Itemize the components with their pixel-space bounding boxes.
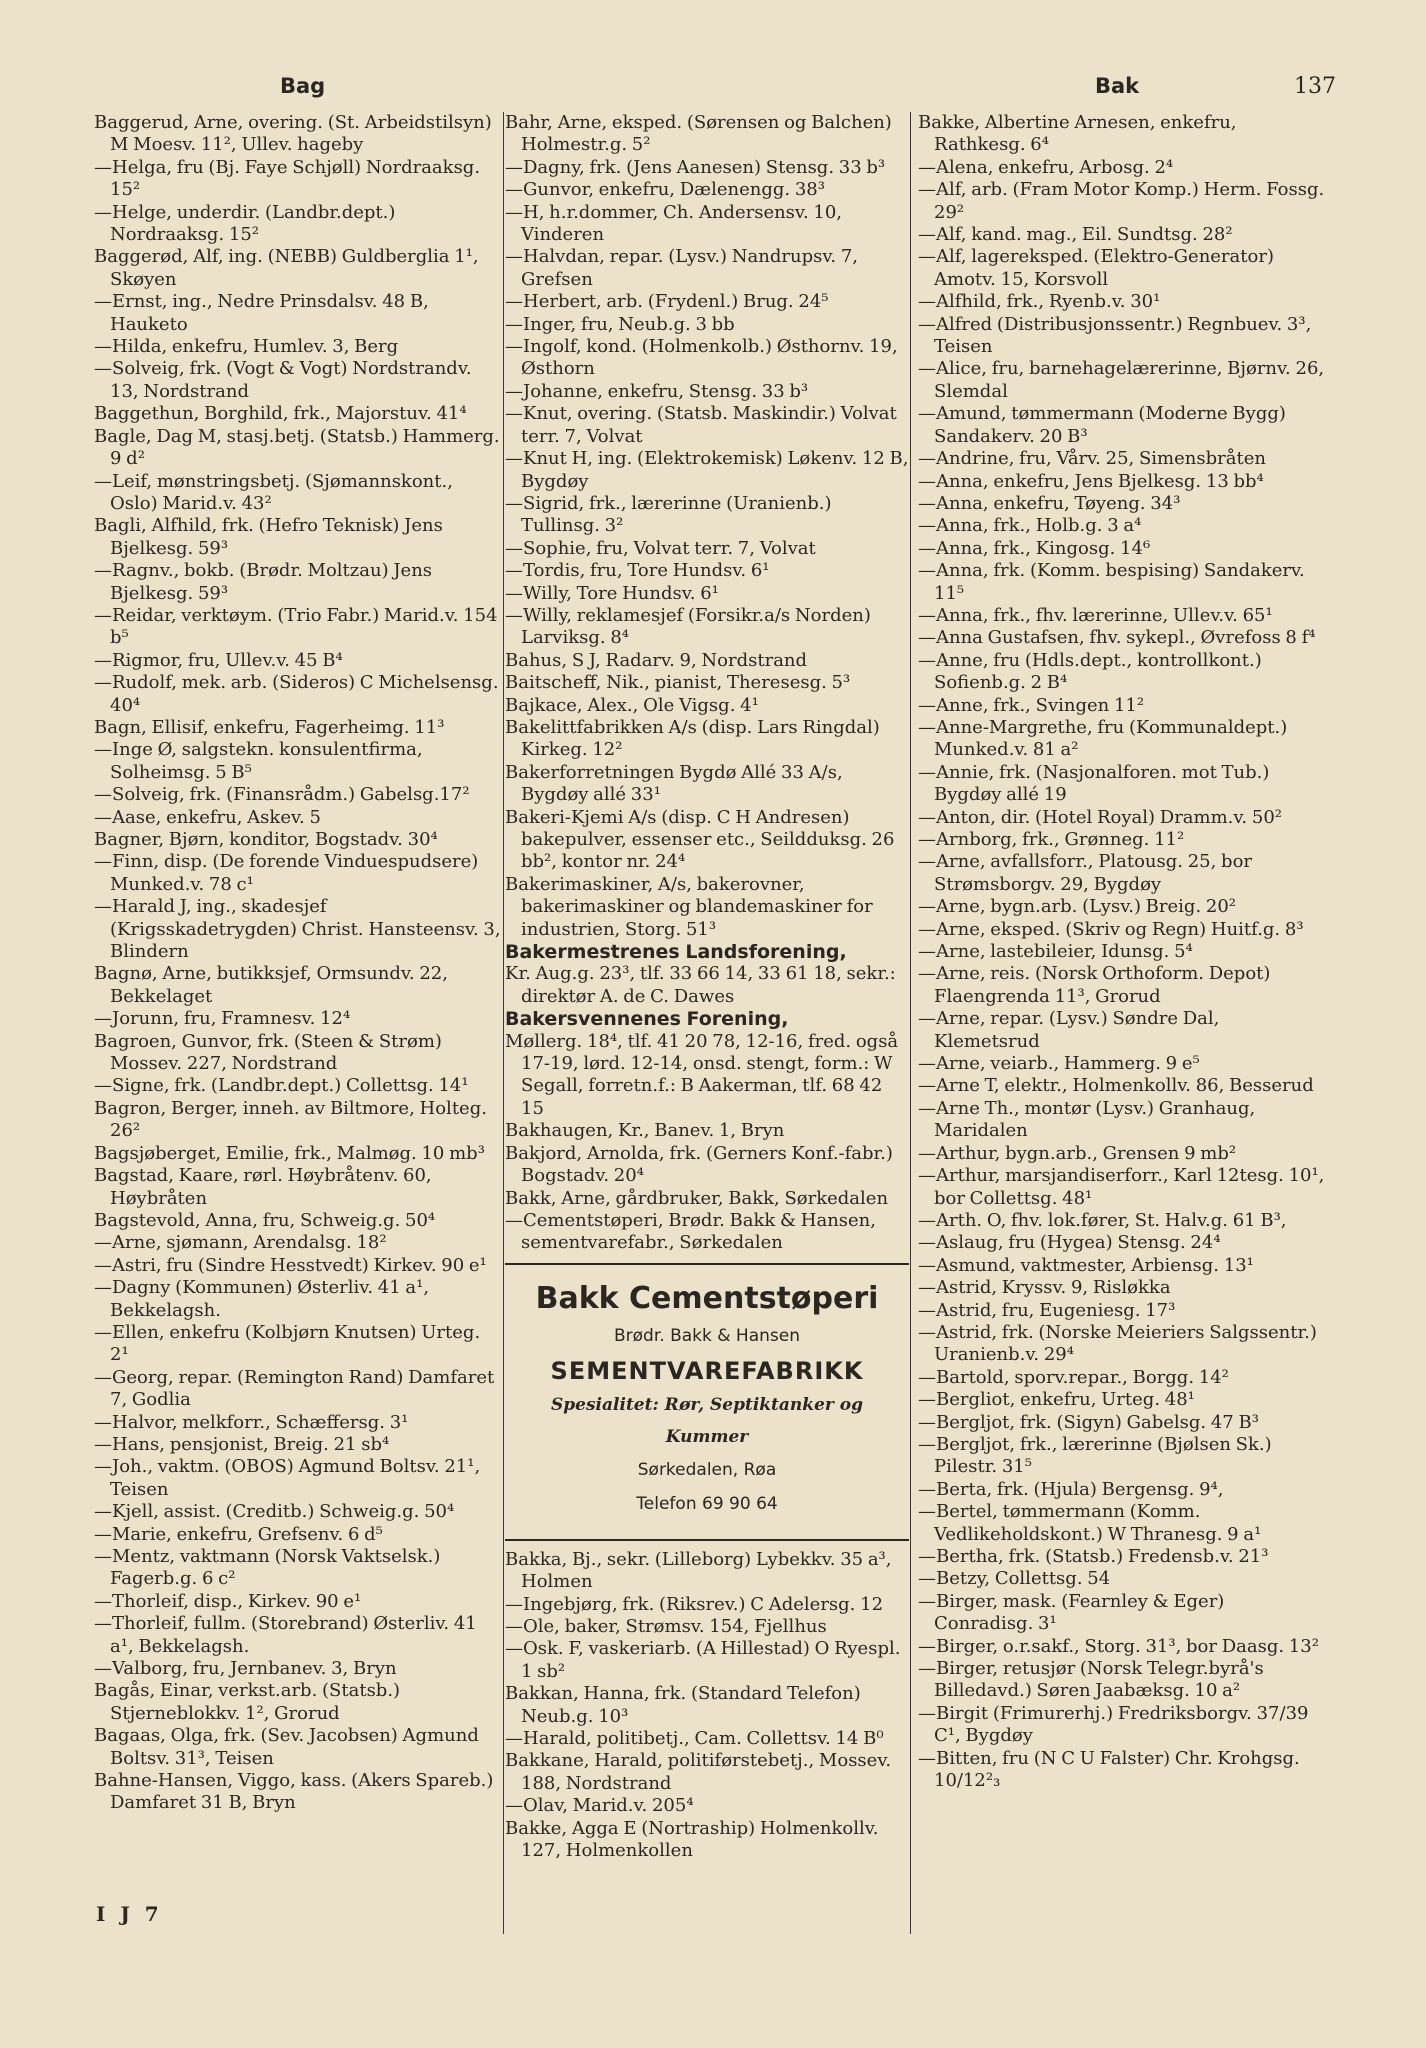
- directory-entry: —Bergliot, enkefru, Urteg. 48¹: [918, 1389, 1195, 1411]
- directory-entry: Bakeri-Kjemi A/s (disp. C H Andresen) bakepulver, essenser etc., Seildduksg. 26 bb², kontor nr. 24⁴: [505, 806, 895, 873]
- directory-entry: Bakhaugen, Kr., Banev. 1, Bryn: [505, 1120, 785, 1142]
- ad-product: SEMENTVAREFABRIKK: [550, 1356, 864, 1385]
- directory-entry: Bagsjøberget, Emilie, frk., Malmøg. 10 mb³: [94, 1142, 485, 1164]
- directory-entry: Bagroen, Gunvor, frk. (Steen & Strøm) Mossev. 227, Nordstrand: [94, 1030, 442, 1075]
- directory-entry: Bagstad, Kaare, rørl. Høybråtenv. 60, Høybråten: [94, 1165, 432, 1209]
- directory-entry: Møllerg. 18⁴, tlf. 41 20 78, 12-16, fred. også 17-19, lørd. 12-14, onsd. stengt, form.: W Segall, forretn.f.: B Aakerman, tlf. 68 42 15: [505, 1030, 899, 1119]
- directory-entry: —Herbert, arb. (Frydenl.) Brug. 24⁵: [505, 291, 829, 313]
- directory-entry: —Mentz, vaktmann (Norsk Vaktselsk.) Fagerb.g. 6 c²: [94, 1546, 441, 1590]
- directory-entry: Bagle, Dag M, stasj.betj. (Statsb.) Hammerg. 9 d²: [94, 425, 500, 470]
- directory-entry: —Arne, veiarb., Hammerg. 9 e⁵: [918, 1053, 1200, 1075]
- directory-entry: Bagås, Einar, verkst.arb. (Statsb.) Stjerneblokkv. 1², Grorud: [94, 1680, 401, 1724]
- ad-place: Sørkedalen, Røa: [637, 1459, 777, 1480]
- column-2: [505, 112, 909, 1862]
- directory-entry: —Alena, enkefru, Arbosg. 2⁴: [918, 156, 1174, 178]
- footer-mark: I J 7: [96, 1902, 163, 1926]
- column-3: [918, 112, 1328, 1792]
- directory-entry: —Inger, fru, Neub.g. 3 bb: [505, 313, 735, 335]
- directory-entry: —Willy, Tore Hundsv. 6¹: [505, 582, 719, 604]
- directory-entry: —Dagny (Kommunen) Østerliv. 41 a¹, Bekkelagsh.: [94, 1277, 430, 1321]
- running-head-right: Bak: [1095, 74, 1140, 98]
- directory-entry: Bakkane, Harald, politiførstebetj., Mossev. 188, Nordstrand: [505, 1750, 892, 1794]
- directory-entry: —Birger, mask. (Fearnley & Eger) Conradisg. 3¹: [918, 1590, 1225, 1635]
- directory-entry: —Annie, frk. (Nasjonalforen. mot Tub.) Bygdøy allé 19: [918, 761, 1270, 806]
- directory-entry: —Jorunn, fru, Framnesv. 12⁴: [94, 1008, 351, 1030]
- directory-entry: —Birger, o.r.sakf., Storg. 31³, bor Daasg. 13²: [918, 1635, 1319, 1657]
- directory-entry: —Arne, reis. (Norsk Orthoform. Depot) Flaengrenda 11³, Grorud: [918, 963, 1271, 1007]
- directory-entry: —Signe, frk. (Landbr.dept.) Collettsg. 14¹: [94, 1075, 469, 1097]
- directory-entry: —Aslaug, fru (Hygea) Stensg. 24⁴: [918, 1232, 1221, 1254]
- directory-entry: —Willy, reklamesjef (Forsikr.a/s Norden) Larviksg. 8⁴: [505, 604, 871, 649]
- directory-entry: Bahus, S J, Radarv. 9, Nordstrand: [505, 649, 808, 671]
- directory-entry: —Bertha, frk. (Statsb.) Fredensb.v. 21³: [918, 1546, 1269, 1567]
- directory-entry: —Knut H, ing. (Elektrokemisk) Løkenv. 12 B, Bygdøy: [505, 448, 909, 492]
- directory-entry: —Anna, frk. (Komm. bespising) Sandakerv. 11⁵: [918, 560, 1305, 604]
- directory-entry: —Thorleif, fullm. (Storebrand) Østerliv. 41 a¹, Bekkelagsh.: [94, 1613, 477, 1657]
- directory-entry: —Alf, arb. (Fram Motor Komp.) Herm. Fossg. 29²: [918, 179, 1325, 223]
- directory-entry: —Rigmor, fru, Ullev.v. 45 B⁴: [94, 649, 343, 671]
- directory-entry: Bagnø, Arne, butikksjef, Ormsundv. 22, Bekkelaget: [94, 963, 448, 1007]
- directory-entry: —Arthur, bygn.arb., Grensen 9 mb²: [918, 1142, 1237, 1164]
- directory-entry: Bagron, Berger, inneh. av Biltmore, Holteg. 26²: [94, 1097, 487, 1142]
- ad-owners: Brødr. Bakk & Hansen: [614, 1325, 800, 1346]
- directory-entry: —Arne, lastebileier, Idunsg. 5⁴: [918, 941, 1193, 963]
- directory-entry: Bakerimaskiner, A/s, bakerovner, bakerimaskiner og blandemaskiner for industrien, Storg. 51³: [505, 873, 873, 940]
- directory-entry: Bakerforretningen Bygdø Allé 33 A/s, Bygdøy allé 33¹: [505, 761, 843, 806]
- directory-entry: —Birger, retusjør (Norsk Telegr.byrå's Billedavd.) Søren Jaabæksg. 10 a²: [918, 1658, 1264, 1702]
- section-heading: Bakersvennenes Forening,: [505, 1008, 789, 1031]
- directory-entry: —Ellen, enkefru (Kolbjørn Knutsen) Urteg. 2¹: [94, 1321, 481, 1366]
- directory-entry: Kr. Aug.g. 23³, tlf. 33 66 14, 33 61 18, sekr.: direktør A. de C. Dawes: [505, 963, 896, 1007]
- directory-entry: —Hilda, enkefru, Humlev. 3, Berg: [94, 336, 399, 358]
- directory-entry: —Arne, eksped. (Skriv og Regn) Huitf.g. 8³: [918, 918, 1304, 940]
- directory-entry: —Ragnv., bokb. (Brødr. Moltzau) Jens Bjelkesg. 59³: [94, 560, 433, 604]
- directory-entry: Baggethun, Borghild, frk., Majorstuv. 41⁴: [94, 403, 467, 425]
- directory-entry: —Kjell, assist. (Creditb.) Schweig.g. 50⁴: [94, 1501, 455, 1523]
- directory-entry: —Amund, tømmermann (Moderne Bygg) Sandakerv. 20 B³: [918, 403, 1286, 447]
- directory-entry: Bagaas, Olga, frk. (Sev. Jacobsen) Agmund Boltsv. 31³, Teisen: [94, 1725, 479, 1769]
- column-2-entries-top: [505, 112, 909, 1255]
- directory-entry: —Bitten, fru (N C U Falster) Chr. Krohgsg. 10/12²₃: [918, 1747, 1300, 1792]
- directory-entry: —Tordis, fru, Tore Hundsv. 6¹: [505, 560, 770, 582]
- directory-entry: —Berta, frk. (Hjula) Bergensg. 9⁴,: [918, 1478, 1224, 1500]
- directory-entry: —Rudolf, mek. arb. (Sideros) C Michelsensg. 40⁴: [94, 672, 499, 716]
- directory-entry: —Cementstøperi, Brødr. Bakk & Hansen, sementvarefabr., Sørkedalen: [505, 1209, 876, 1254]
- directory-entry: Baitscheff, Nik., pianist, Theresesg. 5³: [505, 672, 851, 694]
- directory-entry: Baggerud, Arne, overing. (St. Arbeidstilsyn) M Moesv. 11², Ullev. hageby: [94, 112, 492, 156]
- directory-entry: —Georg, repar. (Remington Rand) Damfaret 7, Godlia: [94, 1366, 495, 1411]
- directory-entry: —Bertel, tømmermann (Komm. Vedlikeholdskont.) W Thranesg. 9 a¹: [918, 1501, 1262, 1545]
- directory-entry: Bakke, Agga E (Nortraship) Holmenkollv. 127, Holmenkollen: [505, 1817, 879, 1861]
- directory-entry: Bakkan, Hanna, frk. (Standard Telefon) Neub.g. 10³: [505, 1683, 861, 1727]
- directory-entry: —Finn, disp. (De forende Vinduespudsere) Munked.v. 78 c¹: [94, 851, 479, 895]
- directory-entry: —Helga, fru (Bj. Faye Schjøll) Nordraaksg. 15²: [94, 156, 481, 201]
- directory-entry: —Arth. O, fhv. lok.fører, St. Halv.g. 61 B³,: [918, 1209, 1287, 1231]
- ad-title: Bakk Cementstøperi: [535, 1280, 879, 1316]
- directory-entry: —Arne, sjømann, Arendalsg. 18²: [94, 1232, 387, 1254]
- column-1: [94, 112, 502, 1815]
- ad-phone: Telefon 69 90 64: [636, 1493, 778, 1514]
- directory-entry: —Ingebjørg, frk. (Riksrev.) C Adelersg. 12: [505, 1593, 884, 1615]
- directory-entry: Bakjord, Arnolda, frk. (Gerners Konf.-fabr.) Bogstadv. 20⁴: [505, 1142, 893, 1187]
- directory-entry: —Anna Gustafsen, fhv. sykepl., Øvrefoss 8 f⁴: [918, 627, 1316, 649]
- directory-entry: —Solveig, frk. (Vogt & Vogt) Nordstrandv. 13, Nordstrand: [94, 358, 472, 402]
- directory-entry: —Bergljot, frk. (Sigyn) Gabelsg. 47 B³: [918, 1411, 1259, 1433]
- directory-entry: —Alf, kand. mag., Eil. Sundtsg. 28²: [918, 224, 1233, 246]
- directory-entry: —Sigrid, frk., lærerinne (Uranienb.) Tullinsg. 3²: [505, 492, 832, 537]
- directory-entry: —Dagny, frk. (Jens Aanesen) Stensg. 33 b³: [505, 156, 886, 178]
- directory-entry: Bagner, Bjørn, konditor, Bogstadv. 30⁴: [94, 829, 438, 850]
- directory-entry: —Arne, repar. (Lysv.) Søndre Dal, Klemetsrud: [918, 1008, 1220, 1052]
- directory-entry: Bagli, Alfhild, frk. (Hefro Teknisk) Jens Bjelkesg. 59³: [94, 515, 443, 559]
- directory-entry: —Thorleif, disp., Kirkev. 90 e¹: [94, 1590, 362, 1612]
- column-rule: [910, 112, 911, 1934]
- directory-entry: —Gunvor, enkefru, Dælenengg. 38³: [505, 179, 825, 201]
- directory-entry: —Arnborg, frk., Grønneg. 11²: [918, 829, 1185, 850]
- directory-entry: —Helge, underdir. (Landbr.dept.) Nordraaksg. 15²: [94, 201, 396, 246]
- directory-entry: —Bartold, sporv.repar., Borgg. 14²: [918, 1366, 1229, 1388]
- directory-entry: —Osk. F, vaskeriarb. (A Hillestad) O Ryespl. 1 sb²: [505, 1638, 901, 1682]
- directory-entry: Bagn, Ellisif, enkefru, Fagerheimg. 11³: [94, 716, 445, 738]
- directory-entry: —Arne T, elektr., Holmenkollv. 86, Besserud: [918, 1075, 1314, 1097]
- directory-entry: —Arne, bygn.arb. (Lysv.) Breig. 20²: [918, 896, 1237, 918]
- directory-entry: —Leif, mønstringsbetj. (Sjømannskont., Oslo) Marid.v. 43²: [94, 470, 453, 514]
- advertisement-box: [505, 1263, 909, 1541]
- directory-entry: —Alf, lagereksped. (Elektro-Generator) Amotv. 15, Korsvoll: [918, 246, 1274, 290]
- directory-entry: —Knut, overing. (Statsb. Maskindir.) Volvat terr. 7, Volvat: [505, 403, 897, 447]
- directory-entry: Bakke, Albertine Arnesen, enkefru, Rathkesg. 6⁴: [918, 112, 1237, 156]
- directory-entry: —Astri, fru (Sindre Hesstvedt) Kirkev. 90 e¹: [94, 1254, 487, 1276]
- directory-entry: —Alfred (Distribusjonssentr.) Regnbuev. 3³, Teisen: [918, 313, 1312, 358]
- directory-entry: Bahr, Arne, eksped. (Sørensen og Balchen) Holmestr.g. 5²: [505, 112, 892, 156]
- ad-specialty: Spesialitet: Rør, Septiktanker og Kummer: [551, 1394, 863, 1447]
- directory-entry: —Anne, fru (Hdls.dept., kontrollkont.) Sofienb.g. 2 B⁴: [918, 649, 1262, 694]
- column-2-entries-bottom: [505, 1549, 909, 1863]
- directory-entry: Bakelittfabrikken A/s (disp. Lars Ringdal) Kirkeg. 12²: [505, 716, 880, 761]
- directory-entry: Baggerød, Alf, ing. (NEBB) Guldberglia 1¹, Skøyen: [94, 246, 479, 290]
- directory-entry: —Astrid, frk. (Norske Meieriers Salgssentr.) Uranienb.v. 29⁴: [918, 1321, 1317, 1366]
- directory-entry: —Olav, Marid.v. 205⁴: [505, 1795, 694, 1817]
- directory-entry: —Aase, enkefru, Askev. 5: [94, 806, 321, 828]
- directory-entry: —Arne Th., montør (Lysv.) Granhaug, Maridalen: [918, 1097, 1256, 1142]
- directory-entry: —H, h.r.dommer, Ch. Andersensv. 10, Vinderen: [505, 201, 843, 246]
- directory-entry: —Reidar, verktøym. (Trio Fabr.) Marid.v. 154 b⁵: [94, 604, 498, 649]
- directory-entry: —Anton, dir. (Hotel Royal) Dramm.v. 50²: [918, 806, 1282, 828]
- page-number: 137: [1294, 74, 1336, 99]
- directory-entry: —Anna, enkefru, Jens Bjelkesg. 13 bb⁴: [918, 470, 1264, 492]
- directory-entry: —Harald, politibetj., Cam. Collettsv. 14 B⁰: [505, 1727, 884, 1749]
- directory-entry: —Betzy, Collettsg. 54: [918, 1568, 1111, 1590]
- directory-entry: —Ole, baker, Strømsv. 154, Fjellhus: [505, 1615, 827, 1637]
- running-head-left: Bag: [280, 74, 326, 98]
- directory-entry: —Inge Ø, salgstekn. konsulentfirma, Solheimsg. 5 B⁵: [94, 739, 423, 783]
- directory-entry: —Anna, frk., Kingosg. 14⁶: [918, 537, 1151, 559]
- directory-entry: —Anna, frk., fhv. lærerinne, Ullev.v. 65¹: [918, 604, 1273, 626]
- directory-entry: —Ingolf, kond. (Holmenkolb.) Østhornv. 19, Østhorn: [505, 336, 898, 380]
- directory-entry: —Birgit (Frimurerhj.) Fredriksborgv. 37/39 C¹, Bygdøy: [918, 1702, 1309, 1747]
- directory-entry: —Ernst, ing., Nedre Prinsdalsv. 48 B, Hauketo: [94, 291, 429, 335]
- directory-entry: —Anne-Margrethe, fru (Kommunaldept.) Munked.v. 81 a²: [918, 716, 1288, 761]
- directory-entry: —Anna, frk., Holb.g. 3 a⁴: [918, 515, 1142, 537]
- directory-entry: —Valborg, fru, Jernbanev. 3, Bryn: [94, 1658, 397, 1680]
- directory-entry: —Astrid, Kryssv. 9, Risløkka: [918, 1277, 1171, 1299]
- directory-entry: —Halvdan, repar. (Lysv.) Nandrupsv. 7, Grefsen: [505, 246, 858, 290]
- directory-entry: Bakk, Arne, gårdbruker, Bakk, Sørkedalen: [505, 1187, 889, 1209]
- directory-entry: —Solveig, frk. (Finansrådm.) Gabelsg.17²: [94, 784, 470, 806]
- directory-entry: —Anna, enkefru, Tøyeng. 34³: [918, 492, 1181, 514]
- column-rule: [503, 112, 504, 1934]
- directory-entry: Bakka, Bj., sekr. (Lilleborg) Lybekkv. 35 a³, Holmen: [505, 1548, 892, 1593]
- directory-entry: Bajkace, Alex., Ole Vigsg. 4¹: [505, 694, 759, 716]
- directory-entry: —Sophie, fru, Volvat terr. 7, Volvat: [505, 537, 816, 559]
- directory-entry: Bahne-Hansen, Viggo, kass. (Akers Spareb.) Damfaret 31 B, Bryn: [94, 1770, 494, 1814]
- directory-entry: —Hans, pensjonist, Breig. 21 sb⁴: [94, 1433, 390, 1455]
- directory-entry: —Asmund, vaktmester, Arbiensg. 13¹: [918, 1254, 1254, 1276]
- directory-entry: —Arne, avfallsforr., Platousg. 25, bor Strømsborgv. 29, Bygdøy: [918, 851, 1253, 895]
- directory-entry: —Alfhild, frk., Ryenb.v. 30¹: [918, 291, 1161, 313]
- directory-entry: —Joh., vaktm. (OBOS) Agmund Boltsv. 21¹, Teisen: [94, 1456, 481, 1500]
- section-heading: Bakermestrenes Landsforening,: [505, 941, 847, 964]
- directory-entry: —Arthur, marsjandiserforr., Karl 12tesg. 10¹, bor Collettsg. 48¹: [918, 1165, 1325, 1209]
- directory-entry: —Marie, enkefru, Grefsenv. 6 d⁵: [94, 1523, 383, 1545]
- directory-entry: —Harald J, ing., skadesjef (Krigsskadetrygden) Christ. Hansteensv. 3, Blindern: [94, 896, 501, 963]
- directory-entry: Bagstevold, Anna, fru, Schweig.g. 50⁴: [94, 1209, 436, 1231]
- directory-entry: —Andrine, fru, Vårv. 25, Simensbråten: [918, 448, 1266, 470]
- directory-entry: —Anne, frk., Svingen 11²: [918, 694, 1145, 716]
- directory-entry: —Johanne, enkefru, Stensg. 33 b³: [505, 380, 809, 402]
- directory-entry: —Bergljot, frk., lærerinne (Bjølsen Sk.) Pilestr. 31⁵: [918, 1433, 1272, 1478]
- directory-entry: —Astrid, fru, Eugeniesg. 17³: [918, 1299, 1176, 1321]
- directory-entry: —Halvor, melkforr., Schæffersg. 3¹: [94, 1411, 409, 1433]
- directory-entry: —Alice, fru, barnehagelærerinne, Bjørnv. 26, Slemdal: [918, 358, 1325, 402]
